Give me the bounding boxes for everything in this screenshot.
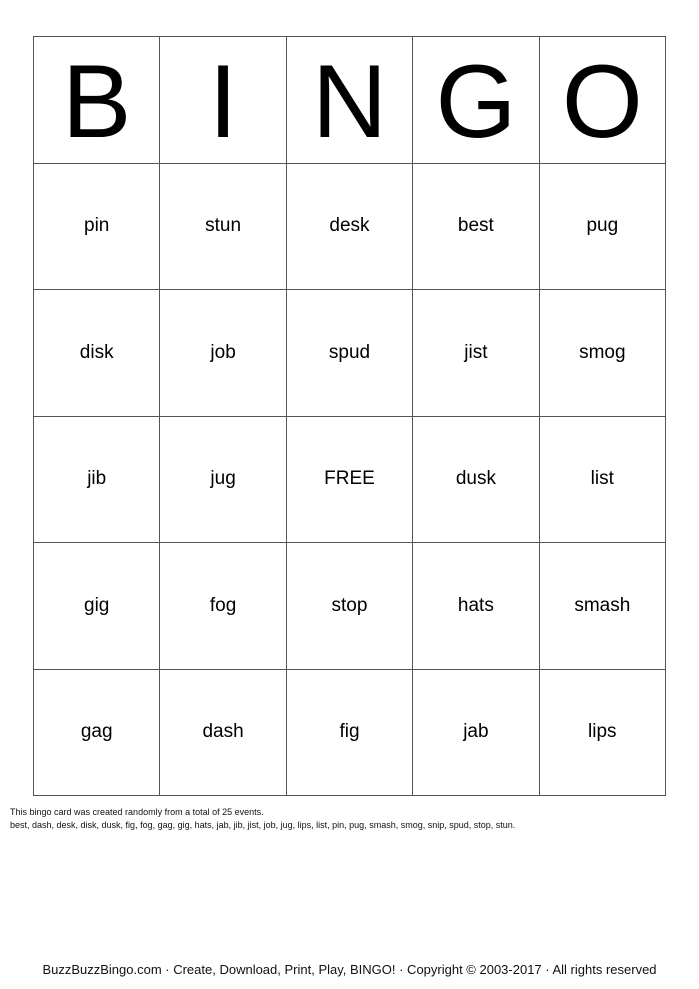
bingo-cell: dusk (413, 417, 539, 544)
bingo-cell: job (160, 290, 286, 417)
card-notes (10, 806, 515, 832)
bingo-cell: fog (160, 543, 286, 670)
notes-summary: This bingo card was created randomly from a total of 25 events. (10, 807, 264, 817)
bingo-cell: smash (540, 543, 666, 670)
bingo-cell: fig (287, 670, 413, 797)
header-letter-i: I (160, 37, 286, 164)
bingo-cell: jug (160, 417, 286, 544)
bingo-cell: disk (34, 290, 160, 417)
bingo-cell: best (413, 164, 539, 291)
bingo-cell: dash (160, 670, 286, 797)
bingo-cell: pin (34, 164, 160, 291)
bingo-cell: jab (413, 670, 539, 797)
bingo-cell: hats (413, 543, 539, 670)
header-letter-o: O (540, 37, 666, 164)
bingo-cell: smog (540, 290, 666, 417)
notes-word-list: best, dash, desk, disk, dusk, fig, fog, gag, gig, hats, jab, jib, jist, job, jug, lips, list, pin, pug, smash, smog, snip, spud, stop, stun. (10, 820, 516, 830)
header-letter-n: N (287, 37, 413, 164)
bingo-cell: list (540, 417, 666, 544)
header-letter-b: B (34, 37, 160, 164)
bingo-cell: stop (287, 543, 413, 670)
free-space-cell: FREE (287, 417, 413, 544)
bingo-cell: desk (287, 164, 413, 291)
header-letter-g: G (413, 37, 539, 164)
bingo-cell: gag (34, 670, 160, 797)
bingo-cell: pug (540, 164, 666, 291)
bingo-cell: lips (540, 670, 666, 797)
bingo-cell: gig (34, 543, 160, 670)
footer-copyright: BuzzBuzzBingo.com · Create, Download, Print, Play, BINGO! · Copyright © 2003-2017 · All rights reserved (42, 962, 657, 977)
bingo-cell: spud (287, 290, 413, 417)
bingo-cell: stun (160, 164, 286, 291)
bingo-cell: jib (34, 417, 160, 544)
bingo-cell: jist (413, 290, 539, 417)
bingo-card-grid (33, 36, 666, 796)
